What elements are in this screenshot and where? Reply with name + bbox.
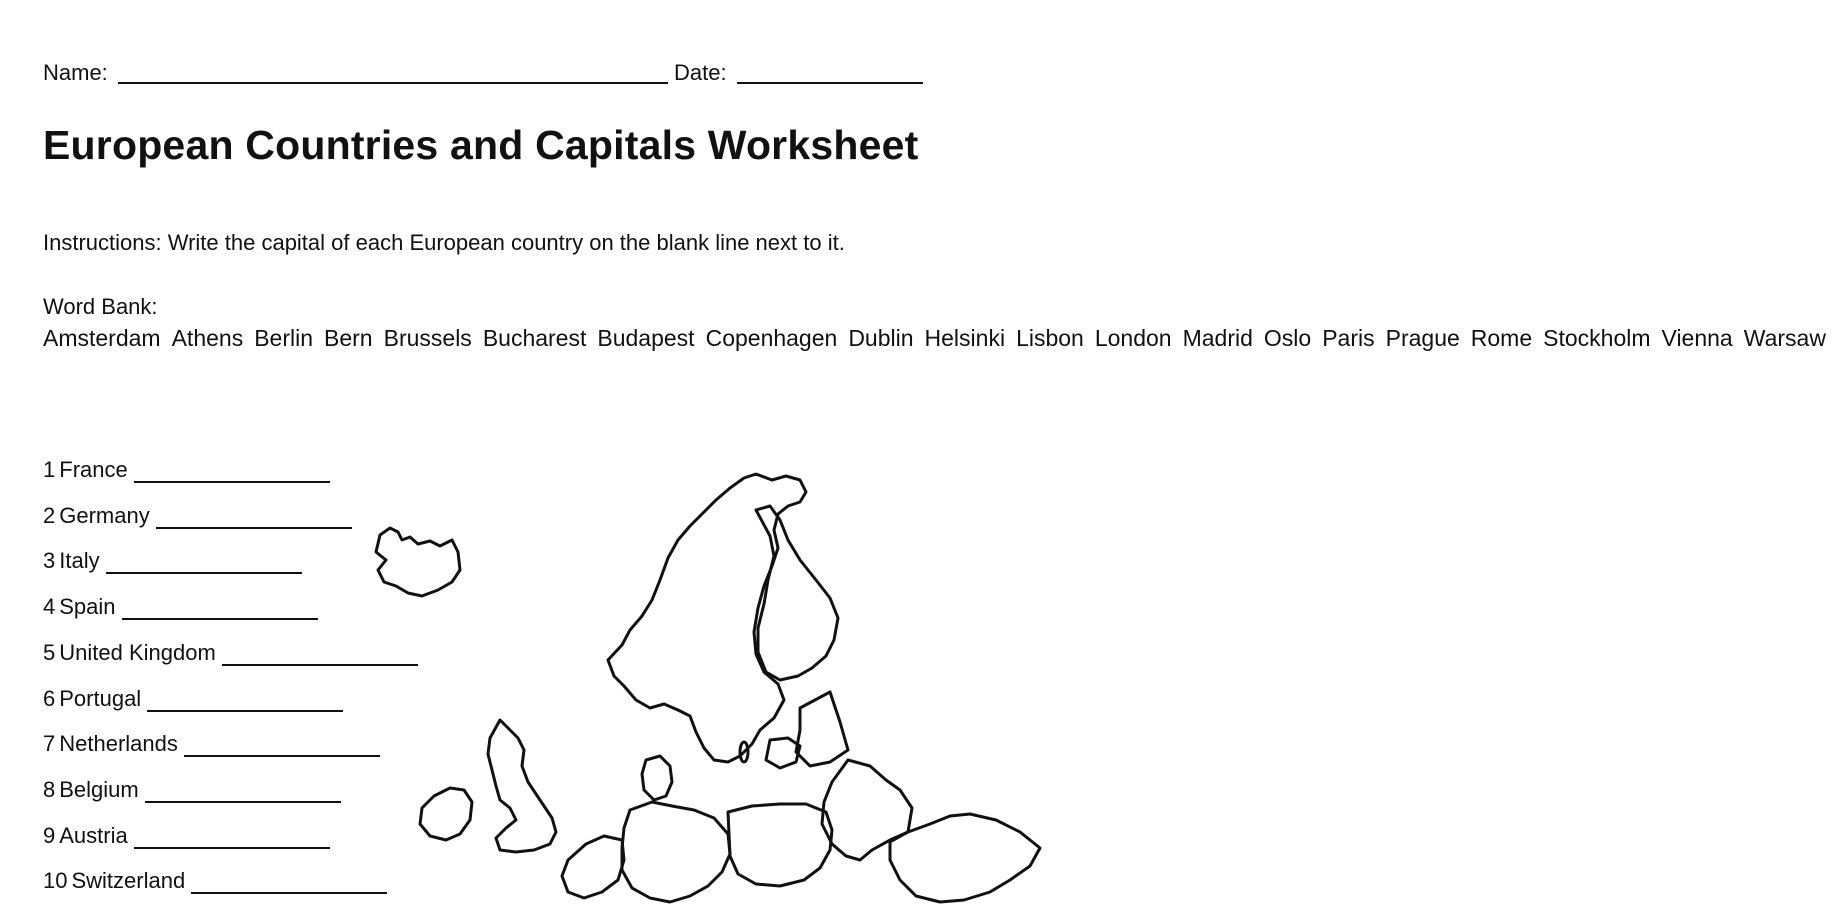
- word-bank-word: Prague: [1385, 325, 1460, 351]
- country-label: Italy: [59, 548, 100, 574]
- word-bank-word: Berlin: [254, 325, 314, 351]
- capital-answer-line[interactable]: [106, 550, 302, 574]
- question-number: 7: [43, 731, 56, 757]
- country-label: Austria: [59, 822, 128, 848]
- question-item: [43, 503, 352, 529]
- country-label: Switzerland: [71, 868, 186, 894]
- question-item: [43, 868, 387, 894]
- denmark-shape: [642, 756, 672, 800]
- capital-answer-line[interactable]: [191, 870, 387, 894]
- baltics-shape: [796, 692, 848, 766]
- ukraine-shape: [890, 814, 1040, 902]
- word-bank: [43, 323, 1826, 354]
- question-number: 10: [43, 868, 68, 894]
- word-bank-label: Word Bank:: [43, 294, 158, 319]
- question-item: [43, 731, 380, 757]
- question-number: 5: [43, 639, 56, 665]
- word-bank-word: Stockholm: [1543, 325, 1651, 351]
- country-label: Germany: [59, 502, 150, 528]
- country-label: Portugal: [59, 685, 142, 711]
- capital-answer-line[interactable]: [156, 505, 352, 529]
- word-bank-word: Lisbon: [1016, 325, 1084, 351]
- question-item: [43, 594, 318, 620]
- word-bank-word: Athens: [171, 325, 244, 351]
- word-bank-word: Amsterdam: [43, 325, 161, 351]
- word-bank-word: Oslo: [1263, 325, 1312, 351]
- capital-answer-line[interactable]: [134, 825, 330, 849]
- ireland-shape: [420, 788, 472, 840]
- question-number: 4: [43, 594, 56, 620]
- capital-answer-line[interactable]: [134, 459, 330, 483]
- word-bank-word: Helsinki: [924, 325, 1006, 351]
- capital-answer-line[interactable]: [147, 688, 343, 712]
- word-bank-word: Vienna: [1661, 325, 1733, 351]
- question-item: [43, 823, 330, 849]
- word-bank-word: Brussels: [383, 325, 472, 351]
- question-number: 2: [43, 502, 56, 528]
- country-label: France: [59, 457, 128, 482]
- eastern-europe-shape: [822, 760, 912, 860]
- question-number: 3: [43, 548, 56, 574]
- question-number: 8: [43, 776, 56, 802]
- question-number: 9: [43, 822, 56, 848]
- word-bank-word: London: [1094, 325, 1172, 351]
- capital-answer-line[interactable]: [122, 596, 318, 620]
- uk-shape: [488, 720, 556, 852]
- capital-answer-line[interactable]: [184, 733, 380, 757]
- word-bank-word: Warsaw: [1743, 325, 1826, 351]
- question-number: 1: [43, 457, 56, 482]
- question-number: 6: [43, 685, 56, 711]
- germany-shape: [622, 802, 730, 902]
- instructions-text: Instructions: Write the capital of each European country on the blank line next to it.: [43, 230, 845, 255]
- word-bank-word: Paris: [1322, 325, 1375, 351]
- country-label: Belgium: [59, 776, 139, 802]
- country-label: Netherlands: [59, 731, 178, 757]
- word-bank-word: Budapest: [597, 325, 695, 351]
- europe-map-outline: [360, 440, 1060, 915]
- word-bank-word: Dublin: [848, 325, 914, 351]
- question-item: [43, 686, 343, 712]
- iceland-shape: [376, 528, 460, 596]
- word-bank-word: Bucharest: [482, 325, 587, 351]
- question-item: [43, 548, 302, 574]
- poland-shape: [728, 804, 832, 886]
- name-date-row: [43, 58, 943, 88]
- question-item: [43, 457, 330, 483]
- date-field[interactable]: [737, 58, 923, 84]
- word-bank-word: Bern: [324, 325, 373, 351]
- question-item: [43, 777, 341, 803]
- word-bank-word: Madrid: [1182, 325, 1253, 351]
- capital-answer-line[interactable]: [145, 779, 341, 803]
- word-bank-word: Copenhagen: [705, 325, 838, 351]
- benelux-shape: [562, 836, 624, 898]
- date-label: Date:: [674, 60, 727, 85]
- country-label: Spain: [59, 594, 116, 620]
- word-bank-word: Rome: [1470, 325, 1533, 351]
- name-label: Name:: [43, 60, 108, 85]
- finland-shape: [756, 506, 838, 680]
- name-field[interactable]: [118, 58, 668, 84]
- country-label: United Kingdom: [59, 639, 216, 665]
- worksheet-title: European Countries and Capitals Worksheet: [43, 122, 919, 168]
